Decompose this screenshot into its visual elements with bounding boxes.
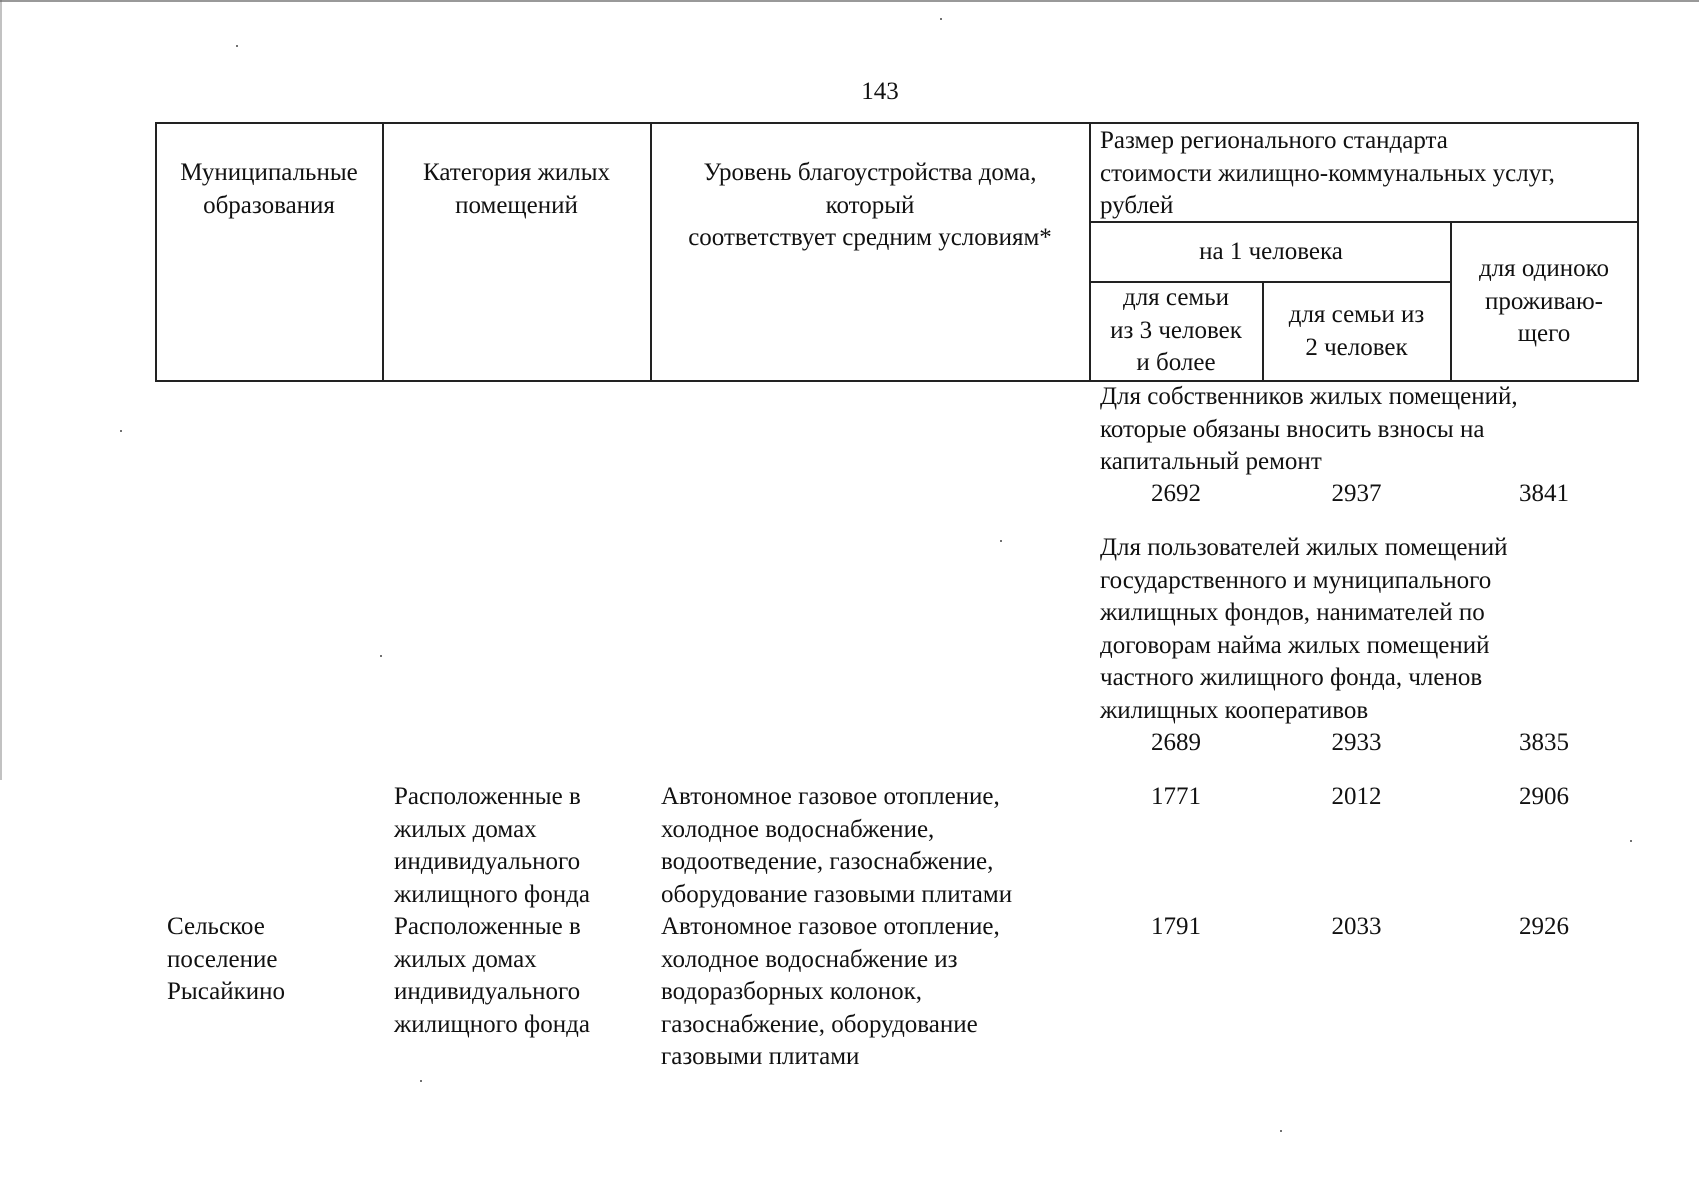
row2-value-family3: 1791	[1151, 913, 1201, 940]
header-category: Категория жилых помещений	[423, 159, 610, 219]
header-family-2: для семьи из 2 человек	[1288, 301, 1425, 361]
tenants-value-family2: 2933	[1331, 729, 1382, 756]
row1-value-family3: 1771	[1151, 783, 1201, 810]
table-border-right	[1637, 122, 1639, 381]
header-amenities: Уровень благоустройства дома, который соответствует средним условиям*	[688, 159, 1052, 251]
row1-value-single: 2906	[1519, 783, 1569, 810]
row1-value-family2: 2012	[1331, 783, 1382, 810]
page-number: 143	[861, 78, 899, 105]
owners-value-single: 3841	[1519, 480, 1569, 507]
owners-value-family3: 2692	[1151, 480, 1201, 507]
row2-value-single: 2926	[1519, 913, 1569, 940]
scan-speck	[120, 430, 122, 432]
section-owners-title: Для собственников жилых помещений, которые обязаны вносить взносы на капитальный ремонт	[1100, 383, 1518, 475]
header-per-person: на 1 человека	[1199, 238, 1343, 265]
header-standard: Размер регионального стандарта стоимости жилищно-коммунальных услуг, рублей	[1100, 127, 1555, 219]
scan-speck	[940, 18, 942, 20]
scan-edge-top	[0, 0, 1699, 2]
scan-speck	[1000, 540, 1002, 542]
row2-value-family2: 2033	[1331, 913, 1382, 940]
scan-speck	[1280, 1130, 1282, 1132]
scan-speck	[420, 1080, 422, 1082]
tenants-value-single: 3835	[1519, 729, 1569, 756]
row1-amenities: Автономное газовое отопление, холодное водоснабжение, водоотведение, газоснабжение, оборудование газовыми плитами	[661, 783, 1013, 908]
row2-amenities: Автономное газовое отопление, холодное водоснабжение из водоразборных колонок, газоснабжение, оборудование газовыми плитами	[661, 913, 1000, 1070]
header-family-3: для семьи из 3 человек и более	[1110, 284, 1242, 376]
tenants-value-family3: 2689	[1151, 729, 1201, 756]
scan-speck	[1630, 840, 1632, 842]
scan-speck	[380, 655, 382, 657]
section-tenants-title: Для пользователей жилых помещений государственного и муниципального жилищных фондов, нанимателей по договорам найма жилых помещений частного жилищного фонда, членов жилищных кооперативов	[1100, 534, 1508, 724]
row2-municipality: Сельское поселение Рысайкино	[167, 913, 285, 1005]
scan-speck	[236, 45, 238, 47]
header-single: для одиноко проживаю- щего	[1478, 255, 1610, 347]
row1-category: Расположенные в жилых домах индивидуального жилищного фонда	[394, 783, 590, 908]
header-municipalities: Муниципальные образования	[180, 159, 358, 219]
row2-category: Расположенные в жилых домах индивидуального жилищного фонда	[394, 913, 590, 1038]
owners-value-family2: 2937	[1331, 480, 1382, 507]
table-border-top	[155, 122, 1639, 124]
scan-edge-left	[0, 0, 2, 780]
